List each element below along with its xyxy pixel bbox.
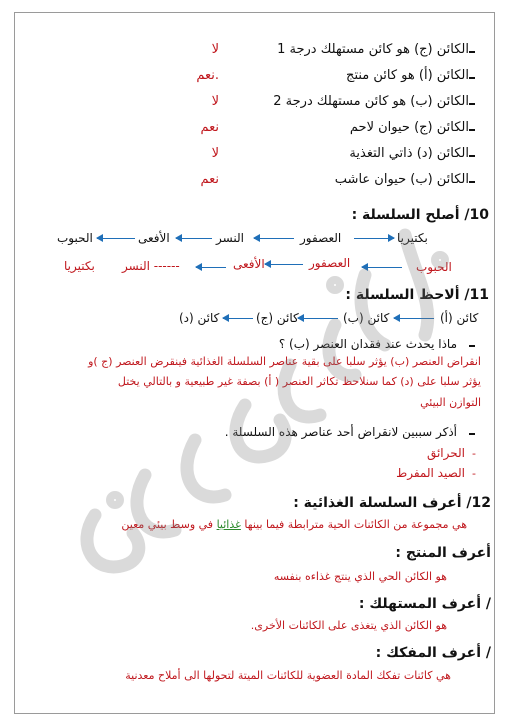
statement-6: الكائن (ب) حيوان عاشب [334, 172, 469, 187]
q12-answer-end: في وسط بيئي معين [121, 518, 214, 531]
q11-chain-item-2: كائن (ب) [343, 311, 390, 325]
statement-1: الكائن (ج) هو كائن مستهلك درجة 1 [277, 42, 469, 57]
bullet-2 [469, 77, 475, 79]
q10-answer-arrow-1 [362, 267, 402, 268]
answer-4: نعم [200, 120, 219, 135]
answer-1: لا [211, 42, 219, 57]
producer-heading: أعرف المنتج : [395, 545, 491, 561]
q11-question-1: ماذا يحدث عند فقدان العنصر (ب) ؟ [278, 337, 457, 351]
q11-answer1-line-1: انقراض العنصر (ب) يؤثر سلبا على بقية عناصر السلسلة الغذائية فينقرض العنصر (ج )و [88, 355, 481, 368]
bullet-1 [469, 51, 475, 53]
consumer-heading: / أعرف المستهلك : [358, 596, 491, 612]
producer-answer: هو الكائن الحي الذي ينتج غذاءه بنفسه [273, 570, 447, 583]
q12-answer [121, 518, 467, 531]
q12-heading: 12/ أعرف السلسلة الغذائية : [293, 495, 491, 511]
q10-answer-item-4: النسر ------ [122, 259, 180, 273]
q10-wrong-arrow-4 [97, 238, 135, 239]
statement-5: الكائن (د) ذاتي التغذية [349, 146, 469, 161]
answer-6: نعم [200, 172, 219, 187]
statement-4: الكائن (ج) حيوان لاحم [349, 120, 469, 135]
q10-heading: 10/ أصلح السلسلة : [351, 207, 489, 223]
q11-answer2-item-2: الصيد المفرط [396, 466, 465, 480]
q10-wrong-item-5: الحبوب [57, 231, 93, 245]
q10-answer-arrow-2 [265, 264, 303, 265]
q11-chain-arrow-2 [298, 318, 338, 319]
q12-answer-highlight: غذائيا [216, 518, 241, 531]
q11-chain-item-1: كائن (أ) [440, 311, 479, 325]
bullet-5 [469, 155, 475, 157]
answer-3: لا [211, 94, 219, 109]
q11-answer2-dash-2: - [472, 467, 476, 480]
q10-answer-arrow-3 [196, 267, 226, 268]
q10-answer-item-2: العصفور [309, 256, 351, 270]
q10-answer-item-3: الأفعى [233, 257, 265, 271]
q11-heading: 11/ ألاحظ السلسلة : [345, 287, 489, 303]
bullet-3 [469, 103, 475, 105]
q10-wrong-arrow-3 [176, 238, 212, 239]
q11-chain-arrow-1 [394, 318, 434, 319]
statement-2: الكائن (أ) هو كائن منتج [346, 68, 469, 83]
answer-2: .نعم [196, 68, 219, 83]
q10-answer-item-5: بكتيريا [64, 259, 95, 273]
decomposer-heading: / أعرف المفكك : [375, 645, 491, 661]
q11-answer1-line-3: التوازن البيئي [420, 396, 481, 409]
q10-wrong-arrow-2 [254, 238, 294, 239]
q10-wrong-arrow-1 [354, 238, 394, 239]
q10-wrong-item-1: بكتيريا [397, 231, 428, 245]
q11-chain-arrow-3 [223, 318, 253, 319]
answer-5: لا [211, 146, 219, 161]
q10-wrong-item-2: العصفور [300, 231, 342, 245]
statement-3: الكائن (ب) هو كائن مستهلك درجة 2 [273, 94, 469, 109]
bullet-6 [469, 181, 475, 183]
decomposer-answer: هي كائنات تفكك المادة العضوية للكائنات الميتة لتحولها الى أملاح معدنية [125, 669, 451, 682]
q11-bullet-2 [469, 433, 475, 435]
q10-answer-item-1: الحبوب [416, 260, 452, 274]
q11-chain-item-3: كائن (ج) [256, 311, 299, 325]
q10-wrong-item-4: الأفعى [138, 231, 170, 245]
q11-answer2-item-1: الحرائق [426, 446, 465, 460]
q10-wrong-item-3: النسر [216, 231, 244, 245]
q11-answer1-line-2: يؤثر سلبا على (د) كما سنلاحظ تكاثر العنصر ( أ) بصفة غير طبيعية و بالتالي يختل [117, 375, 481, 388]
q11-chain-item-4: كائن (د) [179, 311, 220, 325]
q11-bullet-1 [469, 345, 475, 347]
bullet-4 [469, 129, 475, 131]
consumer-answer: هو الكائن الذي يتغذى على الكائنات الأخرى. [250, 619, 447, 632]
q11-answer2-dash-1: - [472, 447, 476, 460]
q12-answer-start: هي مجموعة من الكائنات الحية مترابطة فيما بينها [244, 518, 467, 531]
q11-question-2: أذكر سببين لانقراض أحد عناصر هذه السلسلة . [224, 425, 457, 439]
